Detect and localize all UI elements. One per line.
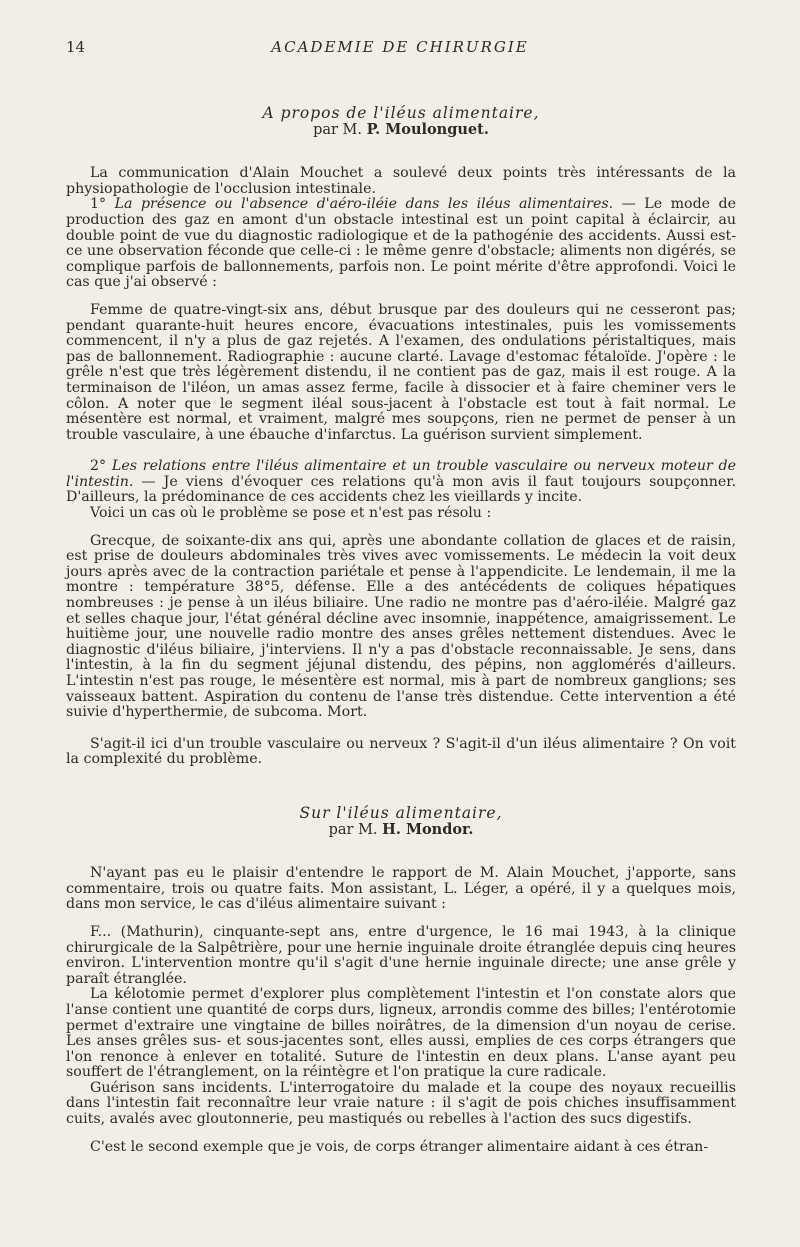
case-report: La kélotomie permet d'explorer plus complètement l'intestin et l'on constate alors que l'anse contient une quantité de corps durs, ligneux, arrondis comme des billes; l'entérotomie permet d'extraire une vingtaine de billes noirâtres, de la dimension d'un noyau de cerise. Les anses grêles sus- et sous-jacentes sont, elles aussi, emplies de ces corps étrangers que l'on renonce à enlever en totalité. Suture de l'intestin en deux plans. L'anse ayant peu souffert de l'étranglement, on la réintègre et l'on pratique la cure radicale. [66,986,736,1081]
byline-prefix: par M. [313,121,363,138]
paragraph: N'ayant pas eu le plaisir d'entendre le rapport de M. Alain Mouchet, j'apporte, sans commentaire, trois ou quatre faits. Mon assistant, L. Léger, a opéré, il y a quelques mois, dans mon service, le cas d'iléus alimentaire suivant : [66,865,736,913]
paragraph-text: — Je viens d'évoquer ces relations qu'à mon avis il faut toujours soupçonner. D'ailleurs, la prédominance de ces accidents chez les vieillards y incite. [66,473,736,506]
page-number: 14 [66,38,86,56]
paragraph [66,459,736,506]
paragraph: Voici un cas où le problème se pose et n'est pas résolu : [90,505,492,522]
case-report: Grecque, de soixante-dix ans qui, après une abondante collation de glaces et de raisin, est prise de douleurs abdominales très vives avec vomissements. Le médecin la voit deux jours après avec de la contraction pariétale et pense à l'appendicite. Le lendemain, il me la montre : température 38°5, défense. Elle a des antécédents de coliques hépatiques nombreuses : je pense à un iléus biliaire. Une radio ne montre pas d'aéro-iléie. Malgré gaz et selles chaque jour, l'état général décline avec insomnie, inappétence, amaigrissement. Le huitième jour, une nouvelle radio montre des anses grêles nettement distendues. Avec le diagnostic d'iléus biliaire, j'interviens. Il n'y a pas d'obstacle reconnaissable. Je sens, dans l'intestin, à la fin du segment jéjunal distendu, des pépins, non agglomérés d'ailleurs. L'intestin n'est pas rouge, le mésentère est normal, mis à part de nombreux ganglions; ses vaisseaux battent. Aspiration du contenu de l'anse très distendue. Cette intervention a été suivie d'hyperthermie, de subcoma. Mort. [66,532,736,721]
article-title: A propos de l'iléus alimentaire, [262,104,540,122]
article-title: Sur l'iléus alimentaire, [299,803,503,822]
article-byline [66,822,736,839]
page-content [66,106,736,1155]
author-name: H. Mondor. [382,820,474,838]
author-name: P. Moulonguet. [366,120,489,138]
section-number: 2° [90,458,112,475]
case-report: F... (Mathurin), cinquante-sept ans, entre d'urgence, le 16 mai 1943, à la clinique chirurgicale de la Salpêtrière, pour une hernie inguinale droite étranglée depuis cinq heures environ. L'intervention montre qu'il s'agit d'une hernie inguinale directe; une anse grêle y paraît étranglée. [66,923,737,987]
paragraph: La communication d'Alain Mouchet a soulevé deux points très intéressants de la physiopathologie de l'occlusion intestinale. [66,165,736,197]
paragraph-text: — Le mode de production des gaz en amont d'un obstacle intestinal est un point capital à éclaircir, au double point de vue du diagnostic radiologique et de la pathogénie des accidents. Aussi est-ce une observation féconde que celle-ci : le même genre d'obstacle; aliments non digérés, se complique parfois de ballonnements, parfois non. Le point mérite d'être approfondi. Voici le cas que j'ai observé : [66,196,737,291]
section-heading: Les relations entre l'iléus alimentaire et un trouble vasculaire ou nerveux moteur de l'intestin. [66,458,736,490]
byline-prefix: par M. [328,821,378,838]
case-report: Femme de quatre-vingt-six ans, début brusque par des douleurs qui ne cesseront pas; pendant quarante-huit heures encore, évacuations intestinales, puis les vomissements commencent, il n'y a plus de gaz rejetés. A l'examen, des ondulations péristaltiques, mais pas de ballonnement. Radiographie : aucune clarté. Lavage d'estomac fétaloïde. J'opère : le grêle n'est que très légèrement distendu, il ne contient pas de gaz, mais il est rouge. A la terminaison de l'iléon, un amas assez ferme, facile à dissocier et à faire cheminer vers le côlon. A noter que le segment iléal sous-jacent à l'obstacle est tout à fait normal. Le mésentère est normal, et vraiment, malgré mes soupçons, rien ne permet de penser à un trouble vasculaire, à une ébauche d'infarctus. La guérison survient simplement. [66,301,736,443]
page-header [66,38,734,60]
article-byline [66,122,736,139]
paragraph [66,197,736,291]
section-number: 1° [90,196,115,213]
paragraph: S'agit-il ici d'un trouble vasculaire ou nerveux ? S'agit-il d'un iléus alimentaire ? On voit la complexité du problème. [66,735,736,768]
running-title: ACADEMIE DE CHIRURGIE [271,38,529,56]
section-heading: La présence ou l'absence d'aéro-iléie dans les iléus alimentaires. [114,196,614,213]
case-report: Guérison sans incidents. L'interrogatoire du malade et la coupe des noyaux recueillis dans l'intestin fait reconnaître leur vraie nature : il s'agit de pois chiches insuffisamment cuits, avalés avec gloutonnerie, peu mastiqués ou rebelles à l'action des sucs digestifs. [66,1079,736,1128]
paragraph: C'est le second exemple que je vois, de corps étranger alimentaire aidant à ces étran- [90,1138,709,1155]
